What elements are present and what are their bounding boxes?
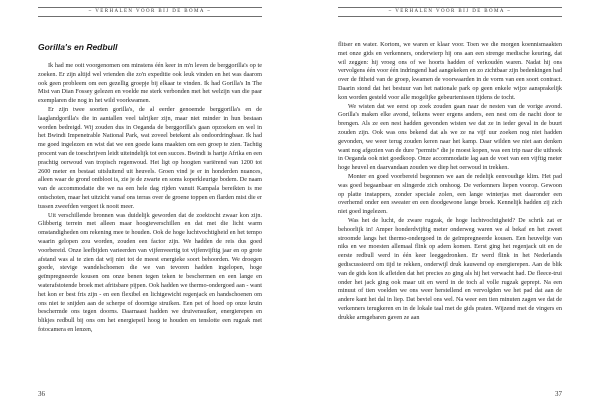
page-number: 36 [38, 390, 45, 398]
paragraph: Ik had me ooit voorgenomen om minstens één keer in m'n leven de berggorilla's op te zoeken. Er zijn altijd wel vrienden die zo'n expeditie ook leuk vinden en het was daarom ook geen probleem om een gezellig groepje bij elkaar te vinden. Ik had Gorilla's In The Mist van Dian Fossey gelezen en voelde me sterk verbonden met het welzijn van die paar exemplaren die nog in het wild voorkwamen. [38, 62, 262, 105]
paragraph: We wisten dat we eerst op zoek zouden gaan naar de nesten van de vorige avond. Gorilla's maken elke avond, telkens weer ergens anders, een nest om de nacht door te brengen. Als ze een nest hadden gevonden wisten we dat ze in ieder geval in de buurt zouden zijn. Ook was ons bekend dat als we ze na vijf uur zoeken nog niet hadden gevonden, we weer terug zouden keren naar het kamp. Daar wilden we niet aan denken want nog afgezien van de dure "permits" die je moest kopen, was een trip naar die uithoek in Oeganda ook niet goedkoop. Onze accommodatie lag aan de voet van een vijftig meter hoge heuvel en daarvandaan zouden we diep het oerwoud in trekken. [338, 102, 562, 172]
chapter-title: Gorilla's en Redbull [38, 42, 118, 52]
paragraph: flitser en water. Kortom, we waren er klaar voor. Toen we die morgen koennismaakten met onze gids en verkenners, onderwierp hij ons aan een strenge medische keuring, dat wil zeggen: hij vroeg ons of we hoorts hadden of verkoudén waren. Nadat hij ons vervolgens één voor één indringend had aangekeken en zo zichtbaar zijn bedenkingen had over de fitheid van de groep, kwamen de voorwaarden in de vorm van een soort contract. Daarin stond dat het bestuur van het nationale park op geen enkele wijze aansprakelijk kon worden gesteld voor alle mogelijke gebeurtenissen tijdens de tocht. [338, 41, 562, 101]
paragraph: Er zijn twee soorten gorilla's, de al eerder genoemde berggorilla's en de laaglandgorilla's die in aantallen veel talrijker zijn, maar niet minder in hun bestaan worden bedreigd. Wij zouden dus in Oeganda de berggorilla's gaan opzoeken en wel in het Bwindi Impenetrable National Park, wat zoveel betekent als ondoordringbaar. Ik had me goed ingelezen en wist dat we een goede kans maakten om een groep te zien. Tachtig procent van de toeschrijven leidt uiteindelijk tot een succes. Bwindi is hartje Afrika en een prachtig oerwoud van tropisch regenwoud. Het ligt op hoogten variërend van 1200 tot 2600 meter en bestaat uitsluitend uit heuvels. Groen vind je er in honderden nuances, alleen waar de grond ontbloot is, zie je de zwarte en soms koperkleurige bodem. De naam van de accommodatie die we na een hele dag rijden vanuit Kampala bereikten is me ontschoten, maar het uitzicht vanaf ons terras over de groene toppen en flarden mist die er tussen zweefden vergeet ik nooit meer. [38, 105, 262, 210]
running-header: ~ VERHALEN VOOR BIJ DE BOMA ~ [38, 7, 262, 17]
paragraph: Uit verschillende bronnen was duidelijk geworden dat de zoektocht zwaar kon zijn. Glibberig terrein met alleen maar hoogteverschillen en dat met die licht warm omstandigheden om rekening mee te houden. Ook de hoge luchtvochtigheid en het tempo waarin gelopen zou worden, zouden een factor zijn. We hadden de reis dus goed voorbereid. Onze leefbijden varieerden van vijfenveertig tot vijfenvijftig jaar en op grote afstand was al te zien dat wij niet tot de meest energieke soort behoorden. We droegen goede, stevige wandelschoenen die we van tevoren hadden ingelopen, hoge geïmpregneerde kousen om onze benen tegen teken te beschermen en een lange en waterafstotende broek met afritsbare pijpen. Ook hadden we thermo-ondergoed aan - want het kon er best fris zijn - en een flexibel en lichtgewicht regenjack en handschoenen om ons niet te snijden aan de scherpe of doornige struiken. Een pet of hoed op onze kruin beschermde ons tegen doorns. Daarnaast hadden we druivensuiker, energierepen en blikjes redbull bij ons om het energiepeil hoog te houden en tenslotte een rugzak met fotocamera en lenzen, [38, 211, 262, 333]
paragraph: Was het de lucht, de zware rugzak, de hoge luchtvochtigheid? De schrik zat er behoorlijk in! Amper honderdvijftig meter onderweg waren we al bekaf en het zweet stroomde langs het thermo-ondergoed in de geïmpregneerde kousen. Een heuveltje van niks en we moesten allemaal flink op adem komen. Eerst ging het regenjack uit en de eerste redbull werd in één keer leeggedronken. Er werd flink in het Nederlands gediscussieerd om tijd te rekken, onderwijl druk kauwend op energierepen. Aan de blik van de gids kon ik afleiden dat het precies zo ging als hij het verwacht had. De fleece-trui onder het jack ging ook maar uit en werd in de toch al volle rugzak geprept. Na een minuut of tien voelden we ons weer herstellend en vervolgden we het pad dat aan de andere kant het dal in liep. Dat beviel ons wel. Na weer een tien minuten zagen we dat de verkenners terugkeren en in de lokale taal met de gids praten. Wijzend met de vingers en drukke armgebaren gaven ze aan [338, 216, 562, 321]
left-page-body [38, 30, 262, 335]
running-header: ~ VERHALEN VOOR BIJ DE BOMA ~ [338, 7, 562, 17]
paragraph: Monter en goed voorbereid begonnen we aan de redelijk eenvoudige klim. Het pad was goed begaanbaar en slingerde zich omhoog. De verkenners liepen voorop. Gewoon op platte instappers, zonder speciale zolen, een lange winterjas met daaronder een overhemd onder een sweater en een doodgewone lange broek. Kennelijk hadden zij zich niet goed ingelezen. [338, 172, 562, 216]
right-page [300, 0, 600, 414]
page-number: 37 [555, 390, 562, 398]
right-page-body [338, 41, 562, 323]
